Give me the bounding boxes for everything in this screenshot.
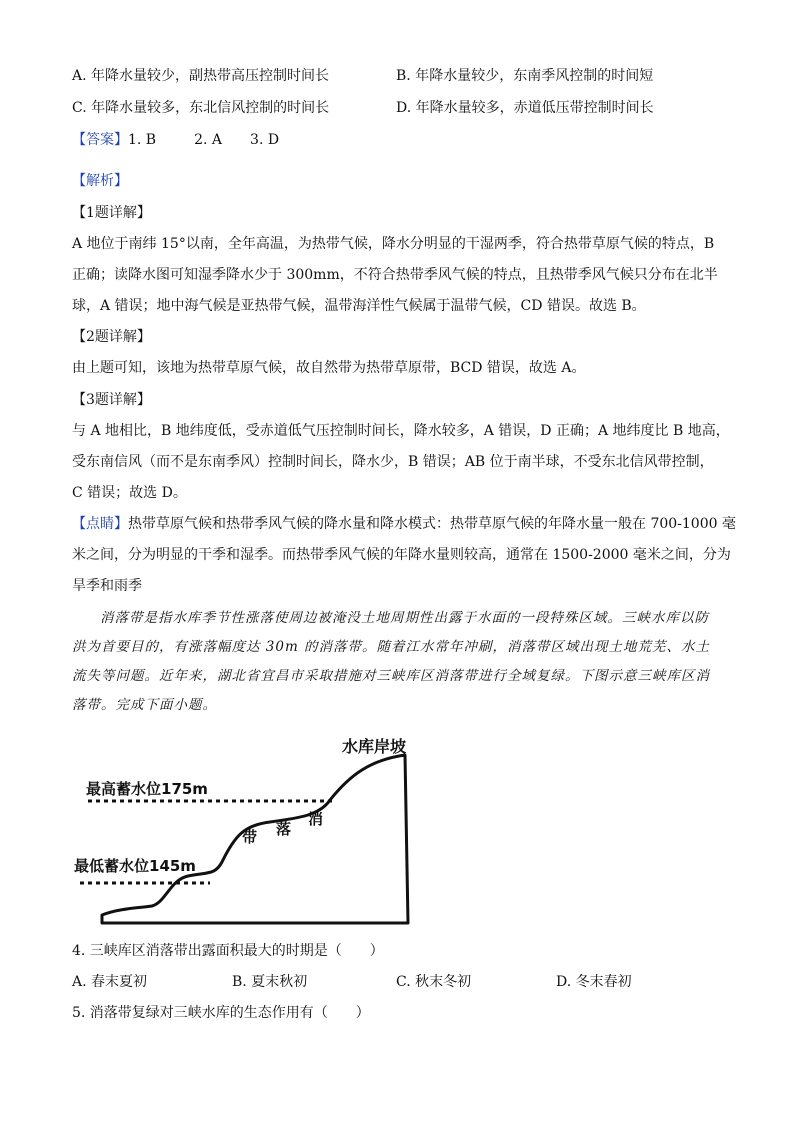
q3-detail-line: 与 A 地相比，B 地纬度低，受赤道低气压控制时间长，降水较多，A 错误，D 正确；A 地纬度比 B 地高， (72, 423, 730, 439)
tip-line (72, 514, 736, 534)
q4-option-d: D. 冬末春初 (556, 974, 632, 990)
q2-detail-line: 由上题可知，该地为热带草原气候，故自然带为热带草原带，BCD 错误，故选 A。 (72, 360, 586, 376)
answer-label: 【答案】 (72, 132, 128, 148)
q1-detail-line: A 地位于南纬 15°以南，全年高温，为热带气候，降水分明显的干湿两季，符合热带草原气候的特点，B (72, 236, 715, 252)
option-d: D. 年降水量较多，赤道低压带控制时间长 (396, 100, 654, 116)
zone-char: 带 (242, 828, 258, 846)
q1-detail-label: 【1题详解】 (72, 205, 151, 221)
reading-passage: 消落带是指水库季节性涨落使周边被淹没土地周期性出露于水面的一段特殊区域。三峡水库以防洪为首要目的，有涨落幅度达 30m 的消落带。随着江水常年冲刷，消落带区域出现土地荒芜、水土流失等问题。近年来，湖北省宜昌市采取措施对三峡库区消落带进行全域复绿。下图示意三峡库区消落带。完成下面小题。 (72, 610, 711, 713)
question-5-stem: 5. 消落带复绿对三峡水库的生态作用有（ ） (72, 1005, 370, 1021)
tip-text: 热带草原气候和热带季风气候的降水量和降水模式：热带草原气候的年降水量一般在 700-1000 毫 (128, 516, 736, 532)
option-c: C. 年降水量较多，东北信风控制的时间长 (72, 100, 330, 116)
slope-label: 水库岸坡 (342, 737, 407, 756)
q1-detail-line: 球，A 错误；地中海气候是亚热带气候，温带海洋性气候属于温带气候，CD 错误。故选 B。 (72, 298, 646, 314)
q1-detail-line: 正确；读降水图可知湿季降水少于 300mm，不符合热带季风气候的特点，且热带季风气候只分布在北半 (72, 267, 718, 283)
answer-2: 2. A (194, 132, 223, 148)
q3-detail-line: C 错误；故选 D。 (72, 485, 187, 501)
high-level-label: 最高蓄水位175m (86, 780, 208, 798)
tip-line: 旱季和雨季 (72, 578, 142, 594)
q3-detail-label: 【3题详解】 (72, 392, 151, 408)
option-a: A. 年降水量较少，副热带高压控制时间长 (72, 68, 330, 84)
analysis-label: 【解析】 (72, 173, 128, 189)
answer-1: 1. B (128, 132, 157, 148)
answer-line (72, 130, 279, 150)
tip-line: 米之间，分为明显的干季和湿季。而热带季风气候的年降水量则较高，通常在 1500-2000 毫米之间，分为 (72, 547, 731, 563)
tip-label: 【点睛】 (72, 516, 128, 532)
drawdown-zone-figure (70, 730, 430, 930)
q4-option-a: A. 春末夏初 (72, 974, 148, 990)
question-4-stem: 4. 三峡库区消落带出露面积最大的时期是（ ） (72, 943, 384, 959)
low-level-label: 最低蓄水位145m (74, 857, 196, 875)
q2-detail-label: 【2题详解】 (72, 329, 151, 345)
zone-char: 消 (308, 810, 324, 828)
q4-option-c: C. 秋末冬初 (396, 974, 472, 990)
q3-detail-line: 受东南信风（而不是东南季风）控制时间长，降水少，B 错误；AB 位于南半球，不受东北信风带控制， (72, 454, 714, 470)
option-b: B. 年降水量较少，东南季风控制的时间短 (396, 68, 654, 84)
zone-char: 落 (276, 820, 292, 838)
q4-option-b: B. 夏末秋初 (232, 974, 308, 990)
answer-3: 3. D (250, 132, 280, 148)
